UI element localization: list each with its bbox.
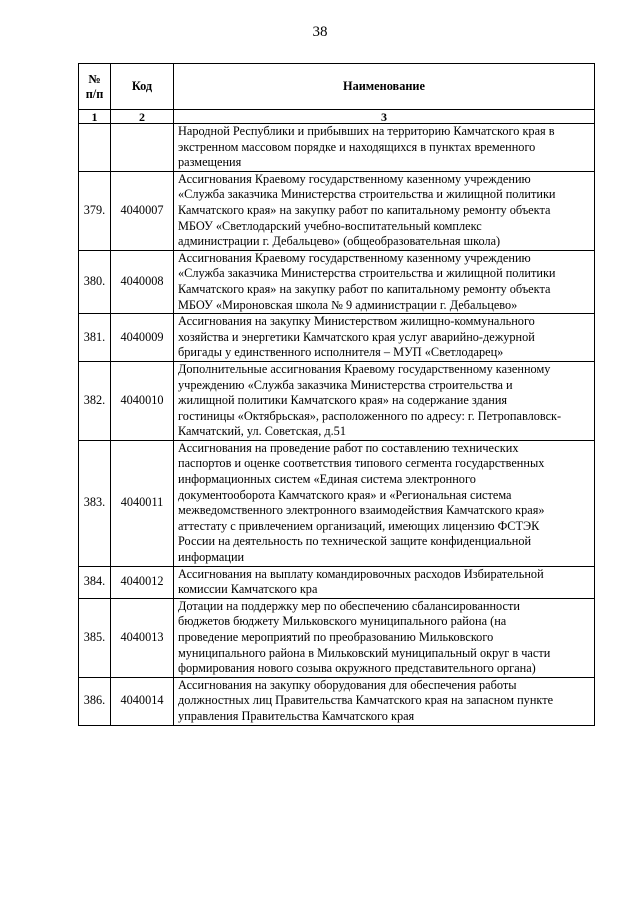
row-code: 4040010 — [111, 361, 174, 440]
row-code: 4040014 — [111, 677, 174, 725]
row-name-line: аттестату с привлечением организаций, имеющих лицензию ФСТЭК — [178, 518, 540, 533]
row-name — [174, 314, 595, 362]
row-code — [111, 124, 174, 172]
row-name — [174, 598, 595, 677]
row-name-line: бригады у единственного исполнителя – МУП «Светлодарец» — [178, 345, 504, 360]
column-number-1: 1 — [79, 110, 111, 124]
row-number: 386. — [79, 677, 111, 725]
row-name-line: МБОУ «Мироновская школа № 9 администрации г. Дебальцево» — [178, 297, 518, 312]
table-row — [79, 440, 595, 566]
row-code: 4040011 — [111, 440, 174, 566]
row-number — [79, 124, 111, 172]
header-num: № п/п — [79, 64, 111, 110]
row-code: 4040009 — [111, 314, 174, 362]
row-name — [174, 566, 595, 598]
row-name-line: Ассигнования на закупку оборудования для обеспечения работы — [178, 677, 517, 692]
row-name-line: «Служба заказчика Министерства строительства и жилищной политики — [178, 266, 556, 281]
table-body — [79, 124, 595, 726]
row-name-line: гостиницы «Октябрьская», расположенного по адресу: г. Петропавловск- — [178, 408, 562, 423]
row-name — [174, 677, 595, 725]
allocations-table — [78, 63, 595, 726]
table-header-row — [79, 64, 595, 110]
column-number-2: 2 — [111, 110, 174, 124]
row-name-line: Камчатского края» на закупку работ по капитальному ремонту объекта — [178, 202, 551, 217]
column-numbers-row — [79, 110, 595, 124]
header-name: Наименование — [174, 64, 595, 110]
row-name-line: информации — [178, 550, 245, 565]
row-name-line: жилищной политики Камчатского края» на содержание здания — [178, 393, 508, 408]
row-name — [174, 171, 595, 250]
row-name-line: Камчатского края» на закупку работ по капитальному ремонту объекта — [178, 281, 551, 296]
table-row — [79, 598, 595, 677]
row-number: 380. — [79, 250, 111, 313]
row-name-line: информационных систем «Единая система электронного — [178, 472, 476, 487]
row-name — [174, 124, 595, 172]
row-name-line: бюджетов бюджету Мильковского муниципального района (на — [178, 614, 507, 629]
row-code: 4040008 — [111, 250, 174, 313]
row-name-line: Дополнительные ассигнования Краевому государственному казенному — [178, 361, 551, 376]
row-number: 384. — [79, 566, 111, 598]
row-name-line: хозяйства и энергетики Камчатского края услуг аварийно-дежурной — [178, 329, 535, 344]
row-name — [174, 440, 595, 566]
row-name-line: «Служба заказчика Министерства строительства и жилищной политики — [178, 187, 556, 202]
row-name-line: управления Правительства Камчатского края — [178, 708, 415, 723]
row-code: 4040007 — [111, 171, 174, 250]
table-row — [79, 566, 595, 598]
table-row — [79, 124, 595, 172]
table-row — [79, 677, 595, 725]
row-name-line: экстренном массовом порядке и находящихся в пунктах временного — [178, 139, 536, 154]
page-number: 38 — [312, 24, 328, 40]
row-name — [174, 250, 595, 313]
row-number: 385. — [79, 598, 111, 677]
row-name-line: Народной Республики и прибывших на территорию Камчатского края в — [178, 124, 555, 138]
row-name-line: муниципального района в Мильковский муниципальный округ в части — [178, 645, 551, 660]
row-name-line: должностных лиц Правительства Камчатского края на запасном пункте — [178, 693, 554, 708]
table-row — [79, 361, 595, 440]
row-number: 382. — [79, 361, 111, 440]
table-row — [79, 171, 595, 250]
row-name-line: Камчатский, ул. Советская, д.51 — [178, 424, 346, 439]
header-code: Код — [111, 64, 174, 110]
row-name-line: Ассигнования на проведение работ по составлению технических — [178, 440, 519, 455]
row-name-line: России на деятельность по технической защите конфиденциальной — [178, 534, 532, 549]
row-name-line: Ассигнования на закупку Министерством жилищно-коммунального — [178, 314, 535, 329]
row-name — [174, 361, 595, 440]
row-name-line: формирования нового созыва окружного представительного органа) — [178, 661, 536, 676]
row-code: 4040012 — [111, 566, 174, 598]
row-name-line: Ассигнования на выплату командировочных расходов Избирательной — [178, 566, 544, 581]
row-number: 379. — [79, 171, 111, 250]
row-name-line: паспортов и оценке соответствия типового сегмента государственных — [178, 456, 545, 471]
row-name-line: комиссии Камчатского кра — [178, 582, 318, 597]
row-number: 383. — [79, 440, 111, 566]
row-name-line: проведение мероприятий по преобразованию Мильковского — [178, 630, 494, 644]
row-name-line: Дотации на поддержку мер по обеспечению сбалансированности — [178, 598, 520, 613]
row-name-line: размещения — [178, 155, 242, 170]
row-name-line: учреждению «Служба заказчика Министерства строительства и — [178, 377, 513, 392]
row-name-line: администрации г. Дебальцево» (общеобразовательная школа) — [178, 234, 501, 249]
row-number: 381. — [79, 314, 111, 362]
row-name-line: документооборота Камчатского края» и «Региональная система — [178, 487, 512, 502]
row-name-line: Ассигнования Краевому государственному казенному учреждению — [178, 171, 531, 186]
row-code: 4040013 — [111, 598, 174, 677]
row-name-line: Ассигнования Краевому государственному казенному учреждению — [178, 250, 531, 265]
row-name-line: МБОУ «Светлодарский учебно-воспитательный комплекс — [178, 218, 482, 233]
row-name-line: межведомственного электронного взаимодействия Камчатского края» — [178, 503, 545, 518]
table-row — [79, 314, 595, 362]
table-row — [79, 250, 595, 313]
column-number-3: 3 — [174, 110, 595, 124]
